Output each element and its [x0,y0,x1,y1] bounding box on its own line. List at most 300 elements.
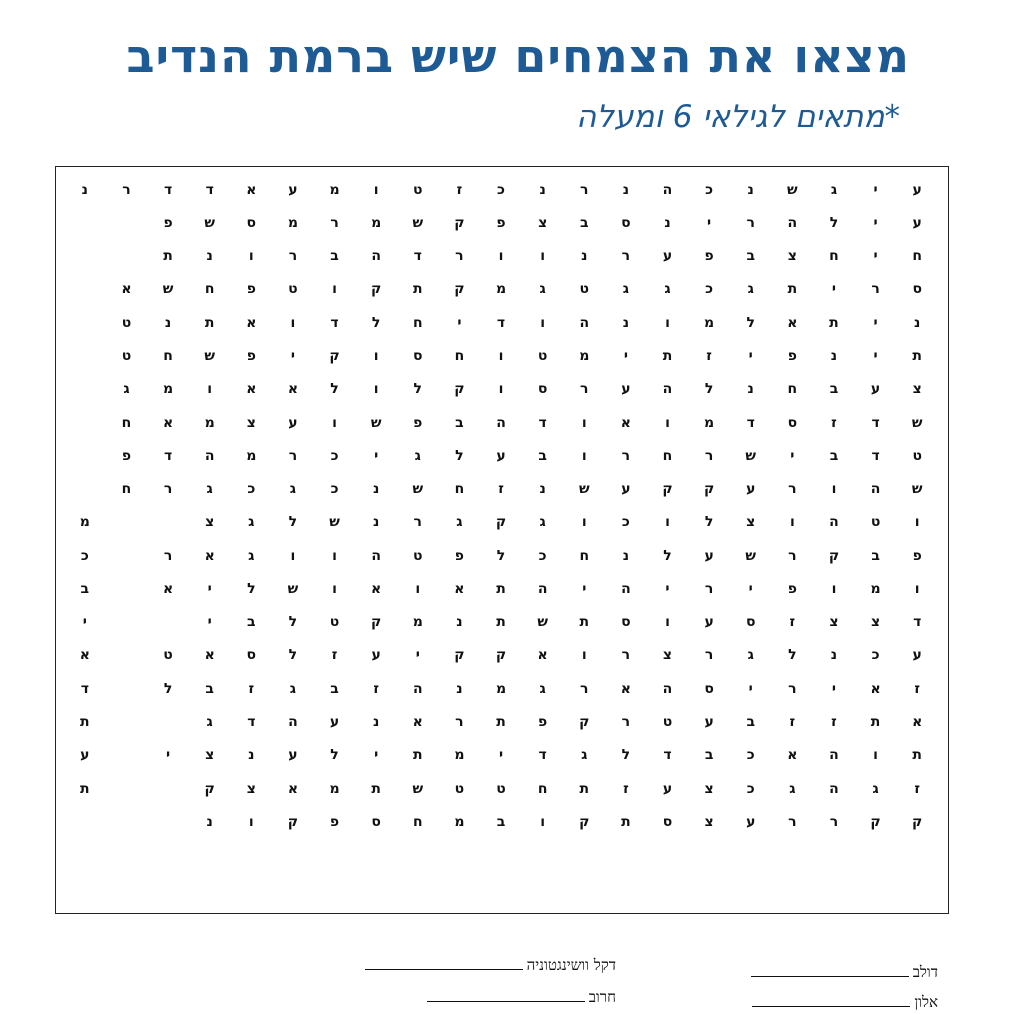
word-label: דולב [912,963,938,981]
grid-letter: ע [288,181,298,198]
grid-letter: א [162,580,174,597]
grid-letter: ג [664,281,671,298]
grid-letter: ל [288,514,298,531]
grid-letter: ג [289,680,297,697]
grid-letter: ע [662,780,673,797]
grid-letter: נ [372,514,380,531]
grid-letter [106,572,148,605]
grid-letter: ת [80,713,90,730]
grid-letter: ו [665,314,670,331]
grid-letter [480,838,522,871]
grid-letter: ס [246,214,257,231]
grid-letter: ד [871,414,880,431]
grid-letter: ר [829,813,839,830]
grid-letter: ר [746,214,755,231]
grid-letter: ג [414,447,421,464]
grid-letter: פ [704,248,714,265]
grid-letter: ק [703,481,715,498]
grid-letter: ש [162,281,174,298]
grid-letter [272,838,314,871]
grid-letter: נ [747,181,754,198]
grid-letter: כ [538,547,547,564]
grid-letter [230,838,272,871]
grid-letter: ו [540,314,546,331]
grid-letter: ת [163,248,173,265]
grid-letter: ב [538,447,547,464]
grid-letter [397,872,439,905]
grid-letter: ו [914,514,920,531]
grid-letter: ע [704,547,714,564]
grid-letter: נ [830,647,838,664]
word-label: אלון [914,993,938,1011]
grid-letter: ש [412,780,424,797]
grid-letter [314,838,356,871]
word-item [752,992,938,1012]
grid-letter: ר [288,248,298,265]
grid-letter: צ [829,614,839,631]
grid-letter: מ [704,314,715,331]
grid-letter: ז [456,181,463,198]
grid-letter: ע [746,481,756,498]
grid-letter [896,872,938,905]
grid-letter: ר [704,580,714,597]
word-item [427,987,616,1007]
grid-letter: ו [873,747,878,764]
grid-letter [106,672,148,705]
grid-letter: ה [829,747,839,764]
grid-letter: ר [621,647,631,664]
grid-letter: א [870,680,881,697]
grid-letter: ק [579,713,590,730]
grid-letter: מ [204,414,215,431]
grid-letter: נ [622,314,630,331]
grid-letter: מ [162,381,174,398]
grid-letter: ה [662,680,673,697]
grid-letter: ח [454,481,465,498]
grid-letter: ש [578,481,590,498]
word-item [751,962,938,982]
grid-letter: ז [623,780,629,797]
grid-letter: ג [456,514,463,531]
grid-letter [355,872,397,905]
grid-letter: ח [912,248,923,265]
grid-letter: ת [912,347,922,364]
grid-letter: ק [454,214,465,231]
grid-letter: צ [871,614,881,631]
grid-letter: ב [829,447,839,464]
grid-letter [64,339,106,372]
grid-letter [64,439,106,472]
grid-letter: צ [787,248,797,265]
grid-letter [522,872,564,905]
grid-letter: ה [829,780,839,797]
grid-letter: ו [248,813,254,830]
grid-letter: ר [580,181,589,198]
grid-letter [855,872,897,905]
grid-letter: ב [496,813,506,830]
grid-letter: ט [121,314,132,331]
grid-letter: ו [332,414,337,431]
grid-letter: ח [579,547,590,564]
grid-letter: מ [704,414,715,431]
grid-letter: ו [373,347,379,364]
grid-letter: ע [371,647,381,664]
grid-letter: ד [247,713,256,730]
grid-letter: ד [413,248,422,265]
grid-letter: י [831,281,837,298]
grid-letter [605,838,647,871]
grid-letter: ל [455,447,464,464]
grid-letter [64,206,106,239]
grid-letter: ע [912,214,922,231]
grid-letter [106,606,148,639]
grid-letter: א [371,580,382,597]
grid-letter: צ [912,381,922,398]
grid-letter: ב [871,547,880,564]
grid-letter: ו [789,514,795,531]
grid-letter: י [873,181,878,198]
grid-letter: ל [788,647,797,664]
grid-letter: ש [287,580,299,597]
grid-letter: ש [787,181,798,198]
page-subtitle: *מתאים לגילאי 6 ומעלה [576,99,900,135]
grid-letter: ה [412,680,423,697]
grid-letter [730,838,772,871]
grid-letter: י [374,447,379,464]
answer-line [427,987,585,1002]
grid-letter: ו [498,381,504,398]
grid-letter: צ [704,780,714,797]
grid-letter: ר [704,447,714,464]
grid-letter: ש [204,347,215,364]
grid-letter [64,240,106,273]
grid-letter: ע [912,181,922,198]
grid-letter: מ [579,347,590,364]
grid-letter [688,838,730,871]
grid-letter: ט [413,181,423,198]
grid-letter [772,838,814,871]
grid-letter: כ [871,647,880,664]
grid-letter: נ [830,347,838,364]
grid-letter: מ [412,614,423,631]
grid-letter: ק [454,647,465,664]
grid-letter: ת [371,780,381,797]
grid-letter [147,705,189,738]
grid-letter: ז [331,647,338,664]
grid-letter: ט [537,347,548,364]
grid-letter: ג [830,181,838,198]
grid-letter: ל [247,580,256,597]
grid-letter: מ [329,181,340,198]
grid-letter: ר [788,680,797,697]
grid-letter: י [290,347,295,364]
grid-letter [106,240,148,273]
grid-letter: א [620,414,631,431]
grid-letter: ע [870,381,881,398]
grid-letter [106,739,148,772]
grid-letter: ק [495,514,507,531]
grid-letter: ע [704,614,714,631]
grid-letter: ד [205,181,214,198]
grid-letter: כ [746,747,755,764]
grid-letter [605,872,647,905]
grid-letter: ק [662,481,673,498]
grid-letter: ח [537,780,548,797]
grid-letter: ו [332,281,337,298]
grid-letter: מ [454,747,465,764]
grid-letter: נ [164,314,172,331]
grid-letter: ק [495,647,507,664]
grid-letter [64,306,106,339]
grid-letter: ר [413,514,422,531]
grid-letter: ו [290,547,296,564]
grid-letter: ט [163,647,173,664]
answer-line [752,992,910,1007]
grid-letter: מ [870,580,881,597]
grid-letter: ת [787,281,798,298]
grid-letter: ע [329,713,340,730]
grid-letter: ח [662,447,673,464]
grid-letter: ס [537,381,548,398]
grid-letter: ט [870,514,881,531]
grid-letter: ת [579,780,590,797]
grid-letter: נ [747,381,754,398]
grid-letter [147,506,189,539]
grid-letter [480,872,522,905]
grid-letter: פ [454,547,464,564]
grid-letter: ש [745,447,757,464]
grid-letter [439,838,481,871]
grid-letter: י [873,248,878,265]
grid-letter: ו [540,813,546,830]
grid-letter: כ [705,281,714,298]
grid-letter: ר [621,447,631,464]
grid-letter: ד [663,747,672,764]
grid-letter [147,838,189,871]
grid-letter: נ [206,813,213,830]
grid-letter: צ [246,780,256,797]
grid-letter: כ [746,780,755,797]
grid-letter: ל [663,547,672,564]
grid-letter: צ [246,414,256,431]
grid-letter: ל [829,214,839,231]
grid-letter: ס [621,614,631,631]
grid-letter [272,872,314,905]
grid-letter [772,872,814,905]
grid-letter: ח [412,813,423,830]
grid-letter [106,639,148,672]
grid-letter: א [287,780,299,797]
grid-letter [106,206,148,239]
grid-letter: ר [871,281,880,298]
grid-letter: א [204,647,215,664]
grid-letter: ב [330,680,339,697]
grid-letter: ו [290,314,296,331]
grid-letter: ח [121,481,132,498]
grid-letter: א [912,713,923,730]
grid-letter: י [623,347,628,364]
grid-letter [106,805,148,838]
grid-letter: ב [829,381,839,398]
grid-letter: ש [537,614,548,631]
grid-letter: ע [912,647,922,664]
grid-letter: י [498,747,504,764]
grid-letter: ל [371,314,381,331]
grid-letter: ג [206,481,213,498]
grid-letter: ר [122,181,131,198]
grid-letter: צ [704,813,714,830]
grid-letter: ו [248,248,254,265]
grid-letter: נ [81,181,88,198]
grid-letter: ו [540,248,546,265]
grid-letter: ב [247,614,256,631]
grid-letter: כ [705,181,714,198]
grid-letter: נ [622,547,630,564]
grid-letter [230,872,272,905]
grid-letter: מ [246,447,257,464]
grid-letter [147,805,189,838]
grid-letter: ח [412,314,423,331]
grid-letter: מ [79,514,90,531]
grid-letter: ד [871,447,880,464]
grid-letter: ל [330,747,339,764]
grid-letter: ה [787,214,798,231]
grid-letter: ק [870,813,881,830]
grid-letter: ש [911,481,923,498]
grid-letter: ח [829,248,839,265]
grid-letter: ה [371,547,381,564]
grid-letter: י [748,347,753,364]
grid-letter: ב [579,214,589,231]
grid-letter: א [162,414,174,431]
grid-letter: כ [497,181,505,198]
grid-letter: ת [412,281,423,298]
grid-letter: ג [539,281,546,298]
grid-letter: ד [80,680,89,697]
grid-letter: ז [831,713,837,730]
grid-letter: ב [205,680,214,697]
grid-letter: י [873,314,878,331]
grid-letter: מ [454,813,465,830]
grid-letter [647,838,689,871]
grid-letter: ת [496,580,506,597]
grid-letter: ו [831,481,837,498]
grid-letter: א [204,547,215,564]
word-label: חרוב [588,988,616,1006]
grid-letter: ו [914,580,920,597]
answer-line [365,955,523,970]
grid-letter: נ [206,248,213,265]
grid-letter: י [457,314,462,331]
grid-letter: ר [621,248,631,265]
grid-letter: ו [831,580,837,597]
grid-letter: ס [621,214,631,231]
grid-letter: י [790,447,795,464]
grid-letter: ט [329,614,340,631]
grid-letter: ד [538,747,547,764]
grid-letter [147,872,189,905]
grid-letter: ז [914,680,920,697]
grid-letter: ס [413,347,423,364]
grid-letter: נ [372,713,380,730]
grid-letter: י [665,580,670,597]
grid-letter: ר [621,713,631,730]
grid-letter: ח [121,414,132,431]
grid-letter [106,705,148,738]
grid-letter [106,838,148,871]
grid-letter: ה [288,713,298,730]
grid-letter: ר [288,447,298,464]
grid-letter: צ [662,647,673,664]
grid-letter: פ [121,447,132,464]
grid-letter: ו [665,414,670,431]
grid-letter: ד [330,314,339,331]
grid-letter: ר [580,381,589,398]
grid-letter: ו [373,181,379,198]
grid-letter: נ [456,680,463,697]
grid-letter: ק [454,281,465,298]
grid-letter: ש [412,214,424,231]
grid-letter: ק [579,813,590,830]
grid-letter: ו [332,547,337,564]
grid-letter: ו [498,248,504,265]
grid-letter: ק [371,614,382,631]
grid-letter: ז [789,713,796,730]
grid-letter: ב [80,580,90,597]
grid-letter: ת [496,713,506,730]
grid-letter: ת [204,314,215,331]
grid-letter: י [415,647,420,664]
grid-letter: י [873,214,878,231]
grid-letter: ק [329,347,340,364]
grid-letter: ת [412,747,423,764]
grid-letter [563,872,605,905]
grid-letter: ט [121,347,132,364]
grid-letter: פ [787,347,797,364]
word-item [365,955,616,975]
letter-grid [64,173,938,905]
grid-letter: פ [413,414,423,431]
grid-letter: ד [746,414,755,431]
grid-letter: ב [746,713,755,730]
grid-letter: נ [456,614,463,631]
grid-letter: ס [246,647,257,664]
grid-letter: ה [662,381,673,398]
grid-letter: ג [747,281,754,298]
grid-letter: ג [539,514,546,531]
grid-letter: ע [746,813,756,830]
grid-letter [106,872,148,905]
grid-letter: ח [787,381,798,398]
grid-letter: ה [204,447,215,464]
grid-letter: א [787,314,798,331]
grid-letter: ב [330,248,339,265]
grid-letter: ש [745,547,757,564]
grid-letter: ג [123,381,130,398]
grid-letter: ר [455,248,464,265]
grid-letter: ו [207,381,213,398]
grid-letter: י [207,614,212,631]
grid-letter: ד [913,614,922,631]
grid-letter [64,838,106,871]
grid-letter: ג [248,514,255,531]
grid-letter: י [82,614,87,631]
grid-letter: ת [829,314,839,331]
grid-letter: ס [371,813,381,830]
grid-letter: ע [704,713,714,730]
grid-letter: ע [662,248,673,265]
grid-letter: ט [288,281,298,298]
